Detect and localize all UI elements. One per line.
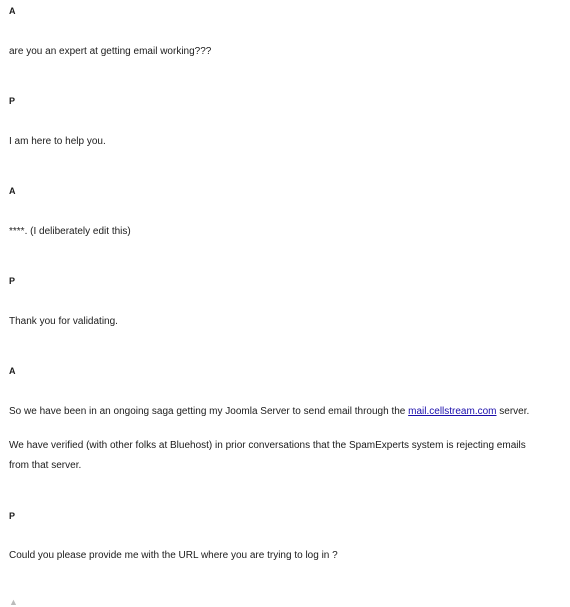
clipped-next-line: ▲ [9,597,18,607]
chat-message: Thank you for validating. [9,316,118,327]
mail-server-link[interactable]: mail.cellstream.com [408,406,497,417]
speaker-label: P [9,511,16,521]
chat-message: are you an expert at getting email working??? [9,46,212,57]
speaker-label: A [9,6,16,16]
speaker-label: A [9,186,16,196]
chat-message: Could you please provide me with the URL where you are trying to log in ? [9,550,338,561]
message-text: So we have been in an ongoing saga getting my Joomla Server to send email through the [9,406,409,417]
chat-message: ****. (I deliberately edit this) [9,226,131,237]
speaker-label: P [9,96,16,106]
chat-message: from that server. [9,460,82,471]
speaker-label: A [9,366,16,376]
chat-message: I am here to help you. [9,136,106,147]
chat-message: We have verified (with other folks at Bluehost) in prior conversations that the SpamExperts system is rejecting emails [9,440,526,451]
speaker-label: P [9,276,16,286]
message-text: server. [496,406,530,417]
chat-message [9,407,529,417]
